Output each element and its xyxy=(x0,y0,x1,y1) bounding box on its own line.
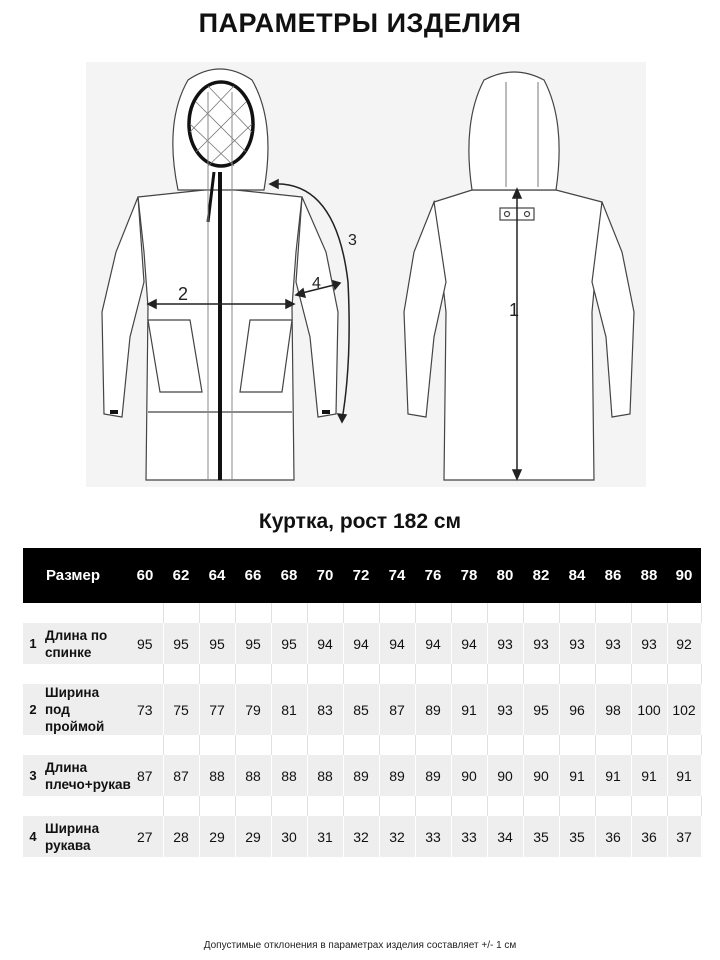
header-size: 70 xyxy=(307,548,343,603)
cell-value: 36 xyxy=(595,816,631,857)
table-title: Куртка, рост 182 см xyxy=(258,510,462,533)
cell-value: 30 xyxy=(271,816,307,857)
table-gap xyxy=(23,796,701,816)
cell-value: 32 xyxy=(379,816,415,857)
cell-value: 91 xyxy=(451,684,487,735)
cell-value: 31 xyxy=(307,816,343,857)
header-size: 68 xyxy=(271,548,307,603)
header-size: 88 xyxy=(631,548,667,603)
front-right-cuff xyxy=(322,410,330,414)
row-number: 2 xyxy=(23,684,43,735)
hood-lining xyxy=(189,82,253,166)
table-row xyxy=(23,755,701,796)
cell-value: 88 xyxy=(235,755,271,796)
table-row xyxy=(23,623,701,664)
cell-value: 27 xyxy=(127,816,163,857)
header-size: 60 xyxy=(127,548,163,603)
cell-value: 75 xyxy=(163,684,199,735)
cell-value: 81 xyxy=(271,684,307,735)
header-size: 90 xyxy=(667,548,701,603)
front-left-cuff xyxy=(110,410,118,414)
cell-value: 89 xyxy=(415,684,451,735)
cell-value: 29 xyxy=(199,816,235,857)
cell-value: 34 xyxy=(487,816,523,857)
cell-value: 85 xyxy=(343,684,379,735)
cell-value: 83 xyxy=(307,684,343,735)
cell-value: 92 xyxy=(667,623,701,664)
cell-value: 93 xyxy=(595,623,631,664)
cell-value: 35 xyxy=(523,816,559,857)
cell-value: 94 xyxy=(307,623,343,664)
cell-value: 93 xyxy=(523,623,559,664)
cell-value: 28 xyxy=(163,816,199,857)
cell-value: 93 xyxy=(487,623,523,664)
cell-value: 91 xyxy=(595,755,631,796)
cell-value: 90 xyxy=(523,755,559,796)
cell-value: 32 xyxy=(343,816,379,857)
cell-value: 94 xyxy=(415,623,451,664)
cell-value: 94 xyxy=(343,623,379,664)
cell-value: 93 xyxy=(559,623,595,664)
row-label: Длина плечо+рукав xyxy=(43,755,127,796)
cell-value: 89 xyxy=(415,755,451,796)
back-hood xyxy=(469,72,559,190)
header-size: 76 xyxy=(415,548,451,603)
cell-value: 37 xyxy=(667,816,701,857)
table-gap xyxy=(23,603,701,623)
header-size: 72 xyxy=(343,548,379,603)
row-number: 1 xyxy=(23,623,43,664)
cell-value: 91 xyxy=(559,755,595,796)
cell-value: 36 xyxy=(631,816,667,857)
header-size: 80 xyxy=(487,548,523,603)
table-gap xyxy=(23,735,701,755)
cell-value: 96 xyxy=(559,684,595,735)
cell-value: 90 xyxy=(451,755,487,796)
marker-1: 1 xyxy=(509,300,520,320)
cell-value: 94 xyxy=(451,623,487,664)
cell-value: 91 xyxy=(631,755,667,796)
cell-value: 35 xyxy=(559,816,595,857)
cell-value: 79 xyxy=(235,684,271,735)
header-size: 62 xyxy=(163,548,199,603)
cell-value: 88 xyxy=(271,755,307,796)
cell-value: 93 xyxy=(631,623,667,664)
cell-value: 87 xyxy=(163,755,199,796)
table-row xyxy=(23,684,701,735)
cell-value: 94 xyxy=(379,623,415,664)
page-title: ПАРАМЕТРЫ ИЗДЕЛИЯ xyxy=(198,8,522,38)
cell-value: 95 xyxy=(271,623,307,664)
jacket-illustration xyxy=(86,62,646,487)
header-size: 86 xyxy=(595,548,631,603)
cell-value: 95 xyxy=(127,623,163,664)
jacket-measurement-figure xyxy=(86,62,646,487)
marker-3: 3 xyxy=(348,232,357,249)
back-body xyxy=(434,190,602,480)
cell-value: 95 xyxy=(163,623,199,664)
cell-value: 88 xyxy=(307,755,343,796)
row-number: 4 xyxy=(23,816,43,857)
cell-value: 100 xyxy=(631,684,667,735)
cell-value: 95 xyxy=(523,684,559,735)
cell-value: 73 xyxy=(127,684,163,735)
cell-value: 89 xyxy=(379,755,415,796)
header-size: 78 xyxy=(451,548,487,603)
row-label: Ширина под проймой xyxy=(43,684,127,735)
header-size-label: Размер xyxy=(23,548,127,603)
cell-value: 29 xyxy=(235,816,271,857)
cell-value: 102 xyxy=(667,684,701,735)
header-size: 66 xyxy=(235,548,271,603)
cell-value: 98 xyxy=(595,684,631,735)
marker-4: 4 xyxy=(312,275,321,292)
tolerance-note: Допустимые отклонения в параметрах изделия составляет +/- 1 см xyxy=(203,940,517,951)
header-size: 64 xyxy=(199,548,235,603)
cell-value: 95 xyxy=(199,623,235,664)
cell-value: 91 xyxy=(667,755,701,796)
marker-2: 2 xyxy=(178,284,189,304)
cell-value: 87 xyxy=(379,684,415,735)
row-label: Длина по спинке xyxy=(43,623,127,664)
cell-value: 33 xyxy=(451,816,487,857)
header-size: 82 xyxy=(523,548,559,603)
row-number: 3 xyxy=(23,755,43,796)
cell-value: 95 xyxy=(235,623,271,664)
cell-value: 33 xyxy=(415,816,451,857)
row-label: Ширина рукава xyxy=(43,816,127,857)
table-row xyxy=(23,816,701,857)
table-header-row xyxy=(23,548,701,603)
cell-value: 90 xyxy=(487,755,523,796)
cell-value: 89 xyxy=(343,755,379,796)
cell-value: 88 xyxy=(199,755,235,796)
header-size: 84 xyxy=(559,548,595,603)
size-table xyxy=(23,548,702,857)
cell-value: 87 xyxy=(127,755,163,796)
header-size: 74 xyxy=(379,548,415,603)
cell-value: 93 xyxy=(487,684,523,735)
cell-value: 77 xyxy=(199,684,235,735)
table-gap xyxy=(23,664,701,684)
